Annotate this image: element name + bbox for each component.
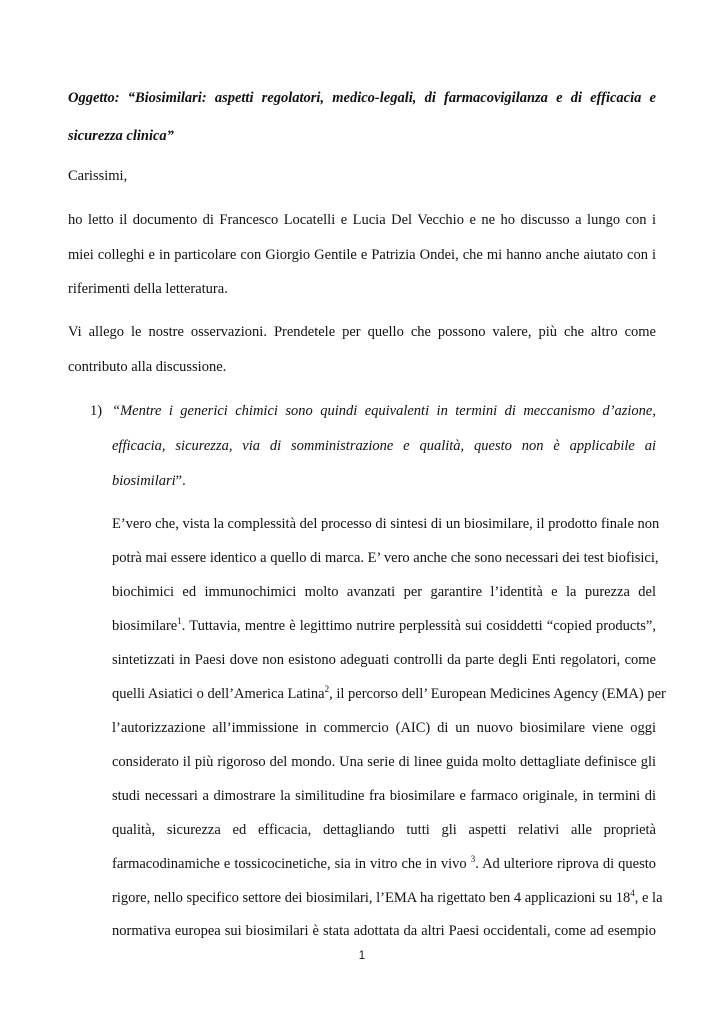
para1-line-3: riferimenti della letteratura. bbox=[68, 281, 228, 297]
body-line-10: qualità, sicurezza ed efficacia, dettagliando tutti gli aspetti relativi alle proprietà bbox=[112, 822, 656, 838]
body-line-9: studi necessari a dimostrare la similitudine fra biosimilare e farmaco originale, in termini di bbox=[112, 788, 656, 804]
body-line-6-b: , il percorso dell’ European Medicines Agency (EMA) per bbox=[329, 686, 666, 702]
body-line-1: E’vero che, vista la complessità del processo di sintesi di un biosimilare, il prodotto finale non bbox=[112, 516, 660, 532]
footnote-ref-2: 2 bbox=[324, 684, 330, 695]
body-line-8: considerato il più rigoroso del mondo. Una serie di linee guida molto dettagliate definisce gli bbox=[112, 754, 656, 770]
quote-line-3 bbox=[112, 471, 186, 491]
body-line-11-a: farmacodinamiche e tossicocinetiche, sia in vitro che in vivo bbox=[112, 856, 471, 872]
para2-line-1: Vi allego le nostre osservazioni. Prendetele per quello che possono valere, più che altro come bbox=[68, 324, 656, 340]
body-line-11-b: . Ad ulteriore riprova di questo bbox=[475, 856, 656, 872]
quote-line-3-end: ”. bbox=[175, 473, 186, 489]
body-line-3: biochimici ed immunochimici molto avanzati per garantire l’identità e la purezza del bbox=[112, 584, 656, 600]
footnote-ref-4: 4 bbox=[630, 888, 635, 899]
greeting: Carissimi, bbox=[68, 168, 128, 184]
body-line-13: normativa europea sui biosimilari è stata adottata da altri Paesi occidentali, come ad esempio bbox=[112, 923, 656, 939]
body-line-4 bbox=[112, 616, 656, 636]
body-line-4-b: . Tuttavia, mentre è legittimo nutrire perplessità sui cosiddetti “copied products”, bbox=[181, 618, 656, 634]
quote-line-1: “Mentre i generici chimici sono quindi equivalenti in termini di meccanismo d’azione, bbox=[112, 403, 656, 419]
body-line-6-a: quelli Asiatici o dell’America Latina bbox=[112, 686, 325, 702]
page-number: 1 bbox=[358, 948, 366, 962]
body-line-12-a: rigore, nello specifico settore dei biosimilari, l’EMA ha rigettato ben 4 applicazioni su 18 bbox=[112, 890, 631, 906]
body-line-4-a: biosimilare bbox=[112, 618, 178, 634]
footnote-ref-1: 1 bbox=[177, 616, 182, 627]
body-line-6 bbox=[112, 684, 666, 704]
para1-line-2: miei colleghi e in particolare con Giorgio Gentile e Patrizia Ondei, che mi hanno anche aiutato con i bbox=[68, 247, 656, 263]
subject-line-2: sicurezza clinica” bbox=[68, 128, 174, 144]
quote-line-2: efficacia, sicurezza, via di somministrazione e qualità, questo non è applicabile ai bbox=[112, 438, 656, 454]
subject-line-1: Oggetto: “Biosimilari: aspetti regolatori, medico-legali, di farmacovigilanza e di efficacia e bbox=[68, 90, 656, 106]
body-line-7: l’autorizzazione all’immissione in commercio (AIC) di un nuovo biosimilare viene oggi bbox=[112, 720, 656, 736]
para2-line-2: contributo alla discussione. bbox=[68, 359, 227, 375]
footnote-ref-3: 3 bbox=[470, 854, 476, 865]
body-line-12 bbox=[112, 888, 663, 908]
body-line-2: potrà mai essere identico a quello di marca. E’ vero anche che sono necessari dei test biofisici, bbox=[112, 550, 659, 566]
quote-line-3-italic: biosimilari bbox=[112, 473, 176, 489]
body-line-12-b: , e la bbox=[634, 890, 663, 906]
para1-line-1: ho letto il documento di Francesco Locatelli e Lucia Del Vecchio e ne ho discusso a lungo con i bbox=[68, 212, 656, 228]
body-line-11 bbox=[112, 854, 656, 874]
body-line-5: sintetizzati in Paesi dove non esistono adeguati controlli da parte degli Enti regolatori, come bbox=[112, 652, 656, 668]
list-item-number: 1) bbox=[90, 403, 103, 419]
